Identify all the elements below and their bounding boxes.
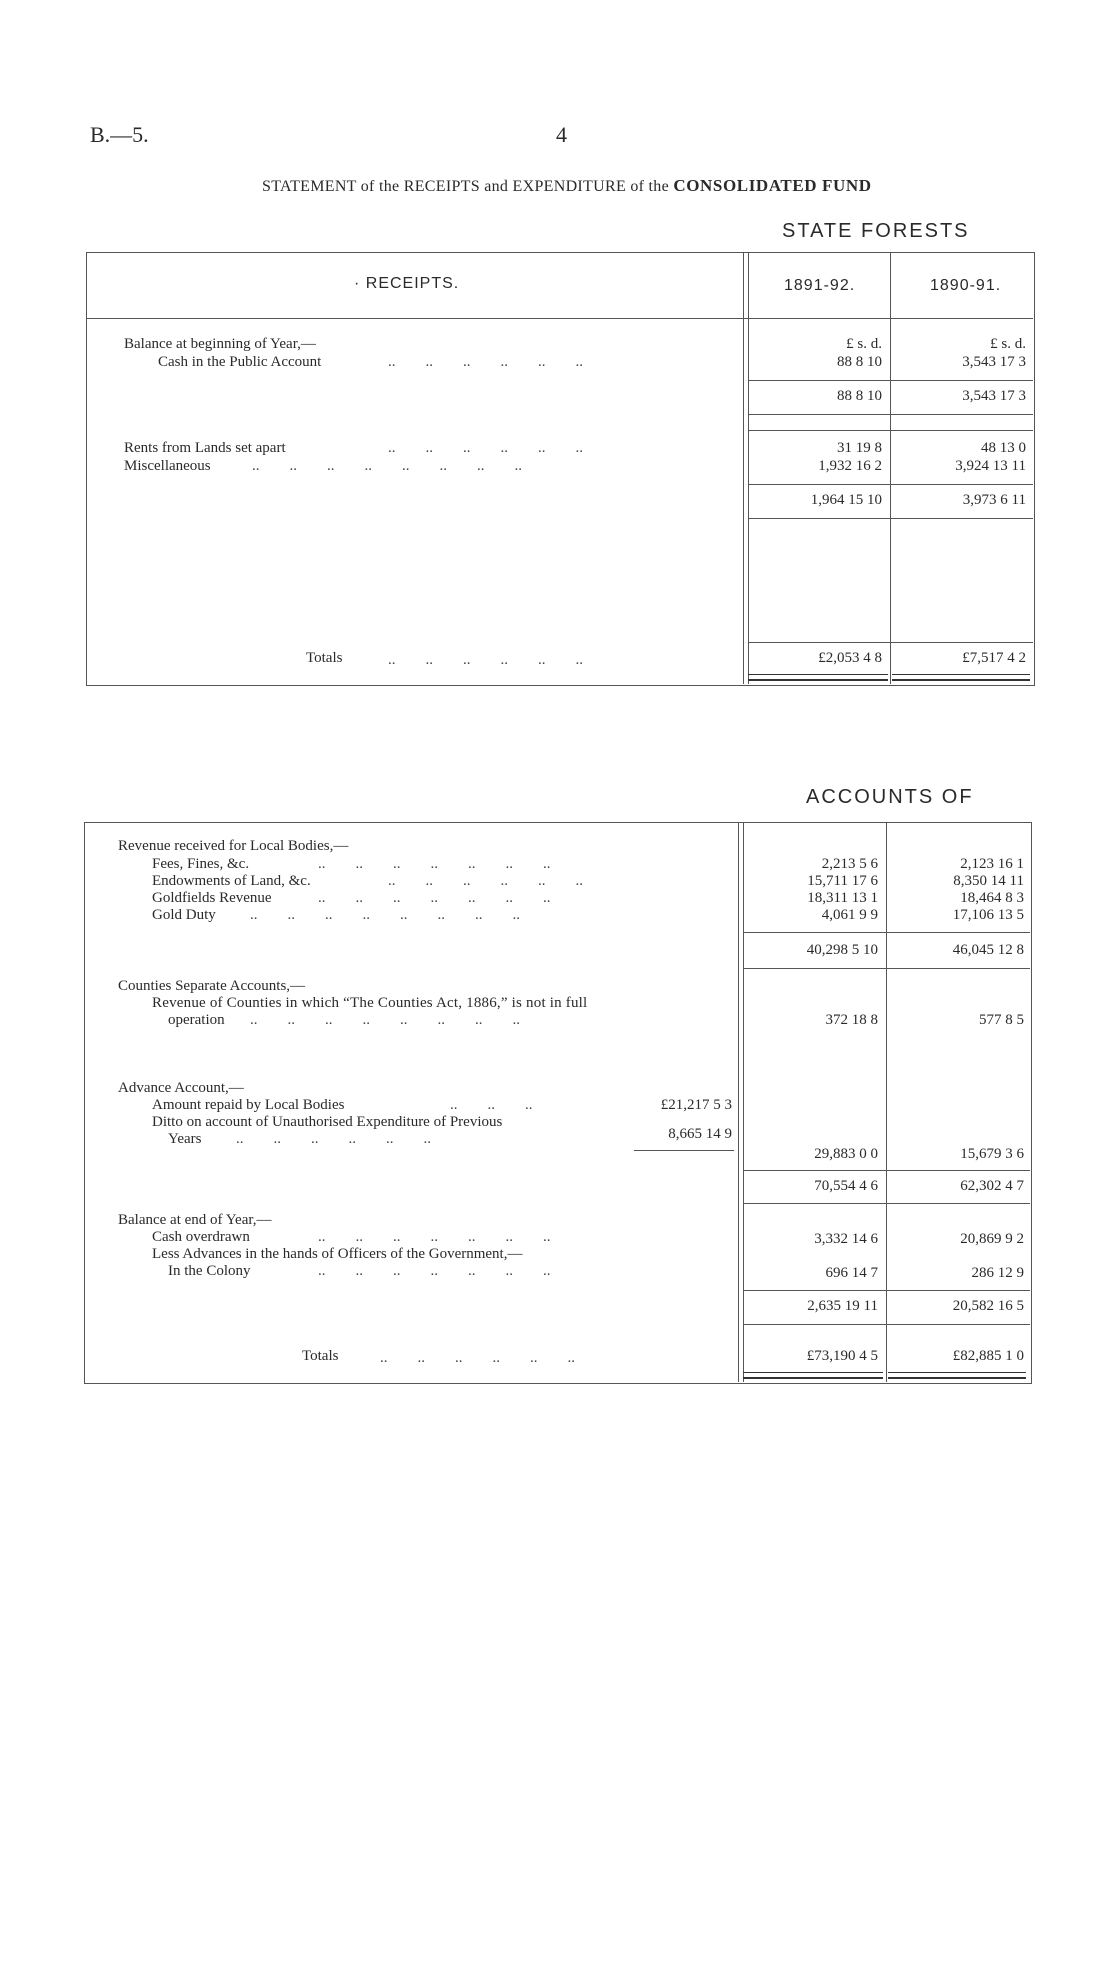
receipts-subtotal-1891: 1,964 15 10	[810, 492, 882, 508]
subtotal-rule	[748, 518, 1033, 519]
balance-beginning-heading: Balance at beginning of Year,—	[124, 336, 316, 352]
column-divider	[748, 252, 749, 684]
totals-rule	[748, 642, 1033, 643]
endowments-1891: 15,711 17 6	[807, 873, 878, 889]
total-1891: £2,053 4 8	[818, 650, 882, 666]
accounts-total-1890: £82,885 1 0	[952, 1348, 1024, 1364]
goldfields-revenue-1890: 18,464 8 3	[960, 890, 1024, 906]
subtotal-rule	[748, 414, 1033, 415]
cash-subtotal-1890: 3,543 17 3	[962, 388, 1026, 404]
ditto-unauthorised-line1: Ditto on account of Unauthorised Expenditure of Previous	[152, 1114, 503, 1130]
header-rule	[86, 318, 1033, 319]
subtotal-rule	[743, 1170, 1030, 1171]
colony-1891: 696 14 7	[825, 1265, 878, 1281]
leader-dots: .. .. .. .. .. ..	[388, 440, 583, 456]
sum-1891: 70,554 4 6	[814, 1178, 878, 1194]
inner-rule	[634, 1150, 734, 1151]
misc-1890: 3,924 13 11	[955, 458, 1026, 474]
local-subtotal-1891: 40,298 5 10	[806, 942, 878, 958]
year-1891-header: 1891-92.	[784, 277, 856, 294]
fees-label: Fees, Fines, &c.	[152, 856, 250, 872]
local-subtotal-1890: 46,045 12 8	[952, 942, 1024, 958]
units-1891: £ s. d.	[846, 336, 882, 352]
leader-dots: .. .. .. .. .. ..	[388, 873, 583, 889]
rents-1890: 48 13 0	[981, 440, 1026, 456]
endowments-1890: 8,350 14 11	[953, 873, 1024, 889]
accounts-total-1891: £73,190 4 5	[806, 1348, 878, 1364]
ditto-unauthorised-line2: Years	[168, 1131, 202, 1147]
double-rule	[892, 674, 1030, 681]
leader-dots: .. .. .. .. .. .. .. ..	[250, 1012, 520, 1028]
leader-dots: .. .. .. .. .. .. ..	[318, 1263, 551, 1279]
cash-public-account-label: Cash in the Public Account	[158, 354, 322, 370]
ditto-unauthorised-value: 8,665 14 9	[668, 1126, 732, 1142]
balance-end-heading: Balance at end of Year,—	[118, 1212, 272, 1228]
leader-dots: .. .. .. .. .. ..	[236, 1131, 431, 1147]
subtotal-rule	[743, 1203, 1030, 1204]
leader-dots: .. .. .. .. .. .. .. ..	[250, 907, 520, 923]
totals-label: Totals	[306, 650, 343, 666]
sum-1890: 62,302 4 7	[960, 1178, 1024, 1194]
advance-account-heading: Advance Account,—	[118, 1080, 244, 1096]
balance-subtotal-1890: 20,582 16 5	[952, 1298, 1024, 1314]
statement-title	[262, 176, 872, 196]
receipts-header: · RECEIPTS.	[354, 275, 460, 292]
subtotal-rule	[743, 932, 1030, 933]
cash-overdrawn-1890: 20,869 9 2	[960, 1231, 1024, 1247]
amount-repaid-label: Amount repaid by Local Bodies	[152, 1097, 345, 1113]
counties-heading: Counties Separate Accounts,—	[118, 978, 306, 994]
leader-dots: .. .. ..	[450, 1097, 533, 1113]
counties-1891: 372 18 8	[825, 1012, 878, 1028]
units-1890: £ s. d.	[990, 336, 1026, 352]
leader-dots: .. .. .. .. .. ..	[380, 1350, 575, 1366]
rents-label: Rents from Lands set apart	[124, 440, 286, 456]
leader-dots: .. .. .. .. .. .. ..	[318, 856, 551, 872]
goldfields-revenue-1891: 18,311 13 1	[807, 890, 878, 906]
cash-1891: 88 8 10	[837, 354, 882, 370]
column-divider	[743, 822, 744, 1382]
cash-overdrawn-label: Cash overdrawn	[152, 1229, 250, 1245]
year-1890-header: 1890-91.	[930, 277, 1002, 294]
column-divider	[743, 252, 744, 684]
page-reference: B.—5.	[90, 122, 149, 147]
gold-duty-label: Gold Duty	[152, 907, 216, 923]
counties-description-line1: Revenue of Counties in which “The Counties Act, 1886,” is not in full	[152, 995, 588, 1011]
misc-1891: 1,932 16 2	[818, 458, 882, 474]
advance-1891: 29,883 0 0	[814, 1146, 878, 1162]
gold-duty-1891: 4,061 9 9	[821, 907, 878, 923]
less-advances-label: Less Advances in the hands of Officers of the Government,—	[152, 1246, 523, 1262]
leader-dots: .. .. .. .. .. .. .. ..	[252, 458, 522, 474]
fees-1890: 2,123 16 1	[960, 856, 1024, 872]
double-rule	[888, 1372, 1026, 1379]
local-bodies-heading: Revenue received for Local Bodies,—	[118, 838, 349, 854]
double-rule	[748, 674, 888, 681]
cash-1890: 3,543 17 3	[962, 354, 1026, 370]
statement-prefix: STATEMENT of the RECEIPTS and EXPENDITURE of the	[262, 178, 670, 195]
section-rule	[748, 430, 1033, 431]
rents-1891: 31 19 8	[837, 440, 882, 456]
fees-1891: 2,213 5 6	[821, 856, 878, 872]
leader-dots: .. .. .. .. .. .. ..	[318, 890, 551, 906]
subtotal-rule	[743, 1290, 1030, 1291]
leader-dots: .. .. .. .. .. ..	[388, 354, 583, 370]
column-divider	[890, 252, 891, 684]
double-rule	[743, 1372, 883, 1379]
miscellaneous-label: Miscellaneous	[124, 458, 211, 474]
receipts-subtotal-1890: 3,973 6 11	[962, 492, 1026, 508]
page-number: 4	[556, 122, 567, 147]
cash-subtotal-1891: 88 8 10	[837, 388, 882, 404]
endowments-label: Endowments of Land, &c.	[152, 873, 311, 889]
statement-fund-name: CONSOLIDATED FUND	[673, 176, 872, 195]
leader-dots: .. .. .. .. .. .. ..	[318, 1229, 551, 1245]
subtotal-rule	[748, 484, 1033, 485]
leader-dots: .. .. .. .. .. ..	[388, 652, 583, 668]
accounts-totals-label: Totals	[302, 1348, 339, 1364]
subtotal-rule	[743, 1324, 1030, 1325]
accounts-title: ACCOUNTS OF	[806, 786, 974, 808]
state-forests-title: STATE FORESTS	[782, 220, 970, 242]
subtotal-rule	[748, 380, 1033, 381]
total-1890: £7,517 4 2	[962, 650, 1026, 666]
cash-overdrawn-1891: 3,332 14 6	[814, 1231, 878, 1247]
gold-duty-1890: 17,106 13 5	[952, 907, 1024, 923]
amount-repaid-value: £21,217 5 3	[660, 1097, 732, 1113]
advance-1890: 15,679 3 6	[960, 1146, 1024, 1162]
subtotal-rule	[743, 968, 1030, 969]
balance-subtotal-1891: 2,635 19 11	[807, 1298, 878, 1314]
column-divider	[738, 822, 739, 1382]
goldfields-revenue-label: Goldfields Revenue	[152, 890, 272, 906]
column-divider	[886, 822, 887, 1382]
colony-1890: 286 12 9	[971, 1265, 1024, 1281]
counties-description-line2: operation	[168, 1012, 225, 1028]
in-the-colony-label: In the Colony	[168, 1263, 251, 1279]
counties-1890: 577 8 5	[979, 1012, 1024, 1028]
